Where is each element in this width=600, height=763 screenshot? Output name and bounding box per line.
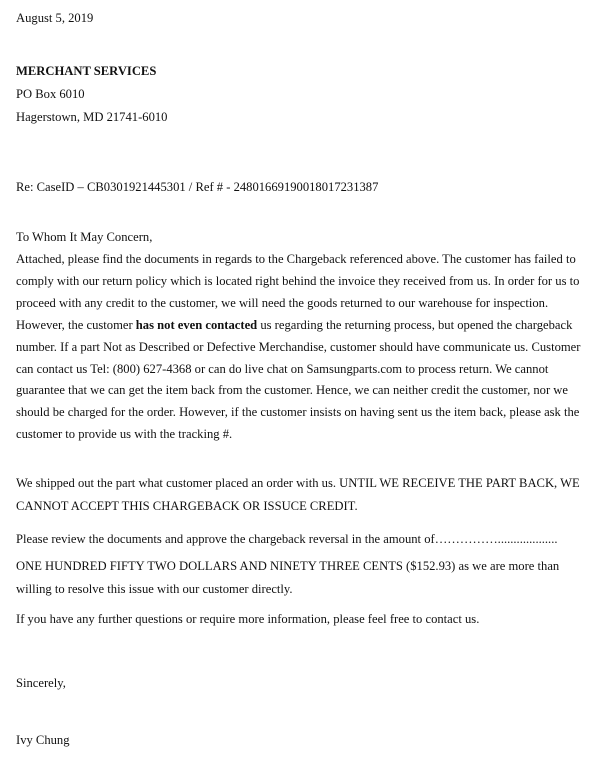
letter-date: August 5, 2019 xyxy=(16,11,94,25)
body-paragraph-2: We shipped out the part what customer placed an order with us. UNTIL WE RECEIVE THE PART BACK, WE CANNOT ACCEPT THIS CHARGEBACK OR ISSUCE CREDIT. xyxy=(16,476,580,513)
recipient-address-line2: Hagerstown, MD 21741-6010 xyxy=(16,110,168,124)
body-paragraph-5: If you have any further questions or require more information, please feel free to contact us. xyxy=(16,612,480,626)
salutation: To Whom It May Concern, xyxy=(16,230,153,244)
body-paragraph-1-part2: us regarding the returning process, but opened the chargeback number. If a part Not as Described or Defective Merchandise, customer should have communicate us. Customer can contact us Tel: (800) 627-4368 or can do live chat on Samsungparts.com to process return. We cannot guarantee that we can get the item back from the customer. Hence, we can neither credit the customer, nor we should be charged for the order. However, if the customer insists on having sent us the item back, please ask the customer to provide us with the tracking #. xyxy=(16,317,581,442)
body-paragraph-1 xyxy=(16,249,588,446)
body-paragraph-4: ONE HUNDRED FIFTY TWO DOLLARS AND NINETY THREE CENTS ($152.93) as we are more than willing to resolve this issue with our customer directly. xyxy=(16,559,560,596)
body-paragraph-1-part1: Attached, please find the documents in regards to the Chargeback referenced above. The customer has failed to comply with our return policy which is located right behind the invoice they received from us. In order for us to proceed with any credit to the customer, we will need the goods returned to our warehouse for inspection. However, the customer xyxy=(16,252,580,332)
body-paragraph-1-emphasis: has not even contacted xyxy=(135,317,258,332)
body-paragraph-3: Please review the documents and approve the chargeback reversal in the amount of……………................... xyxy=(16,532,558,546)
signature-name: Ivy Chung xyxy=(16,733,70,747)
recipient-address-line1: PO Box 6010 xyxy=(16,87,85,101)
closing: Sincerely, xyxy=(16,676,66,690)
reference-line: Re: CaseID – CB0301921445301 / Ref # - 24801669190018017231387 xyxy=(16,180,379,194)
recipient-name: MERCHANT SERVICES xyxy=(16,64,157,78)
